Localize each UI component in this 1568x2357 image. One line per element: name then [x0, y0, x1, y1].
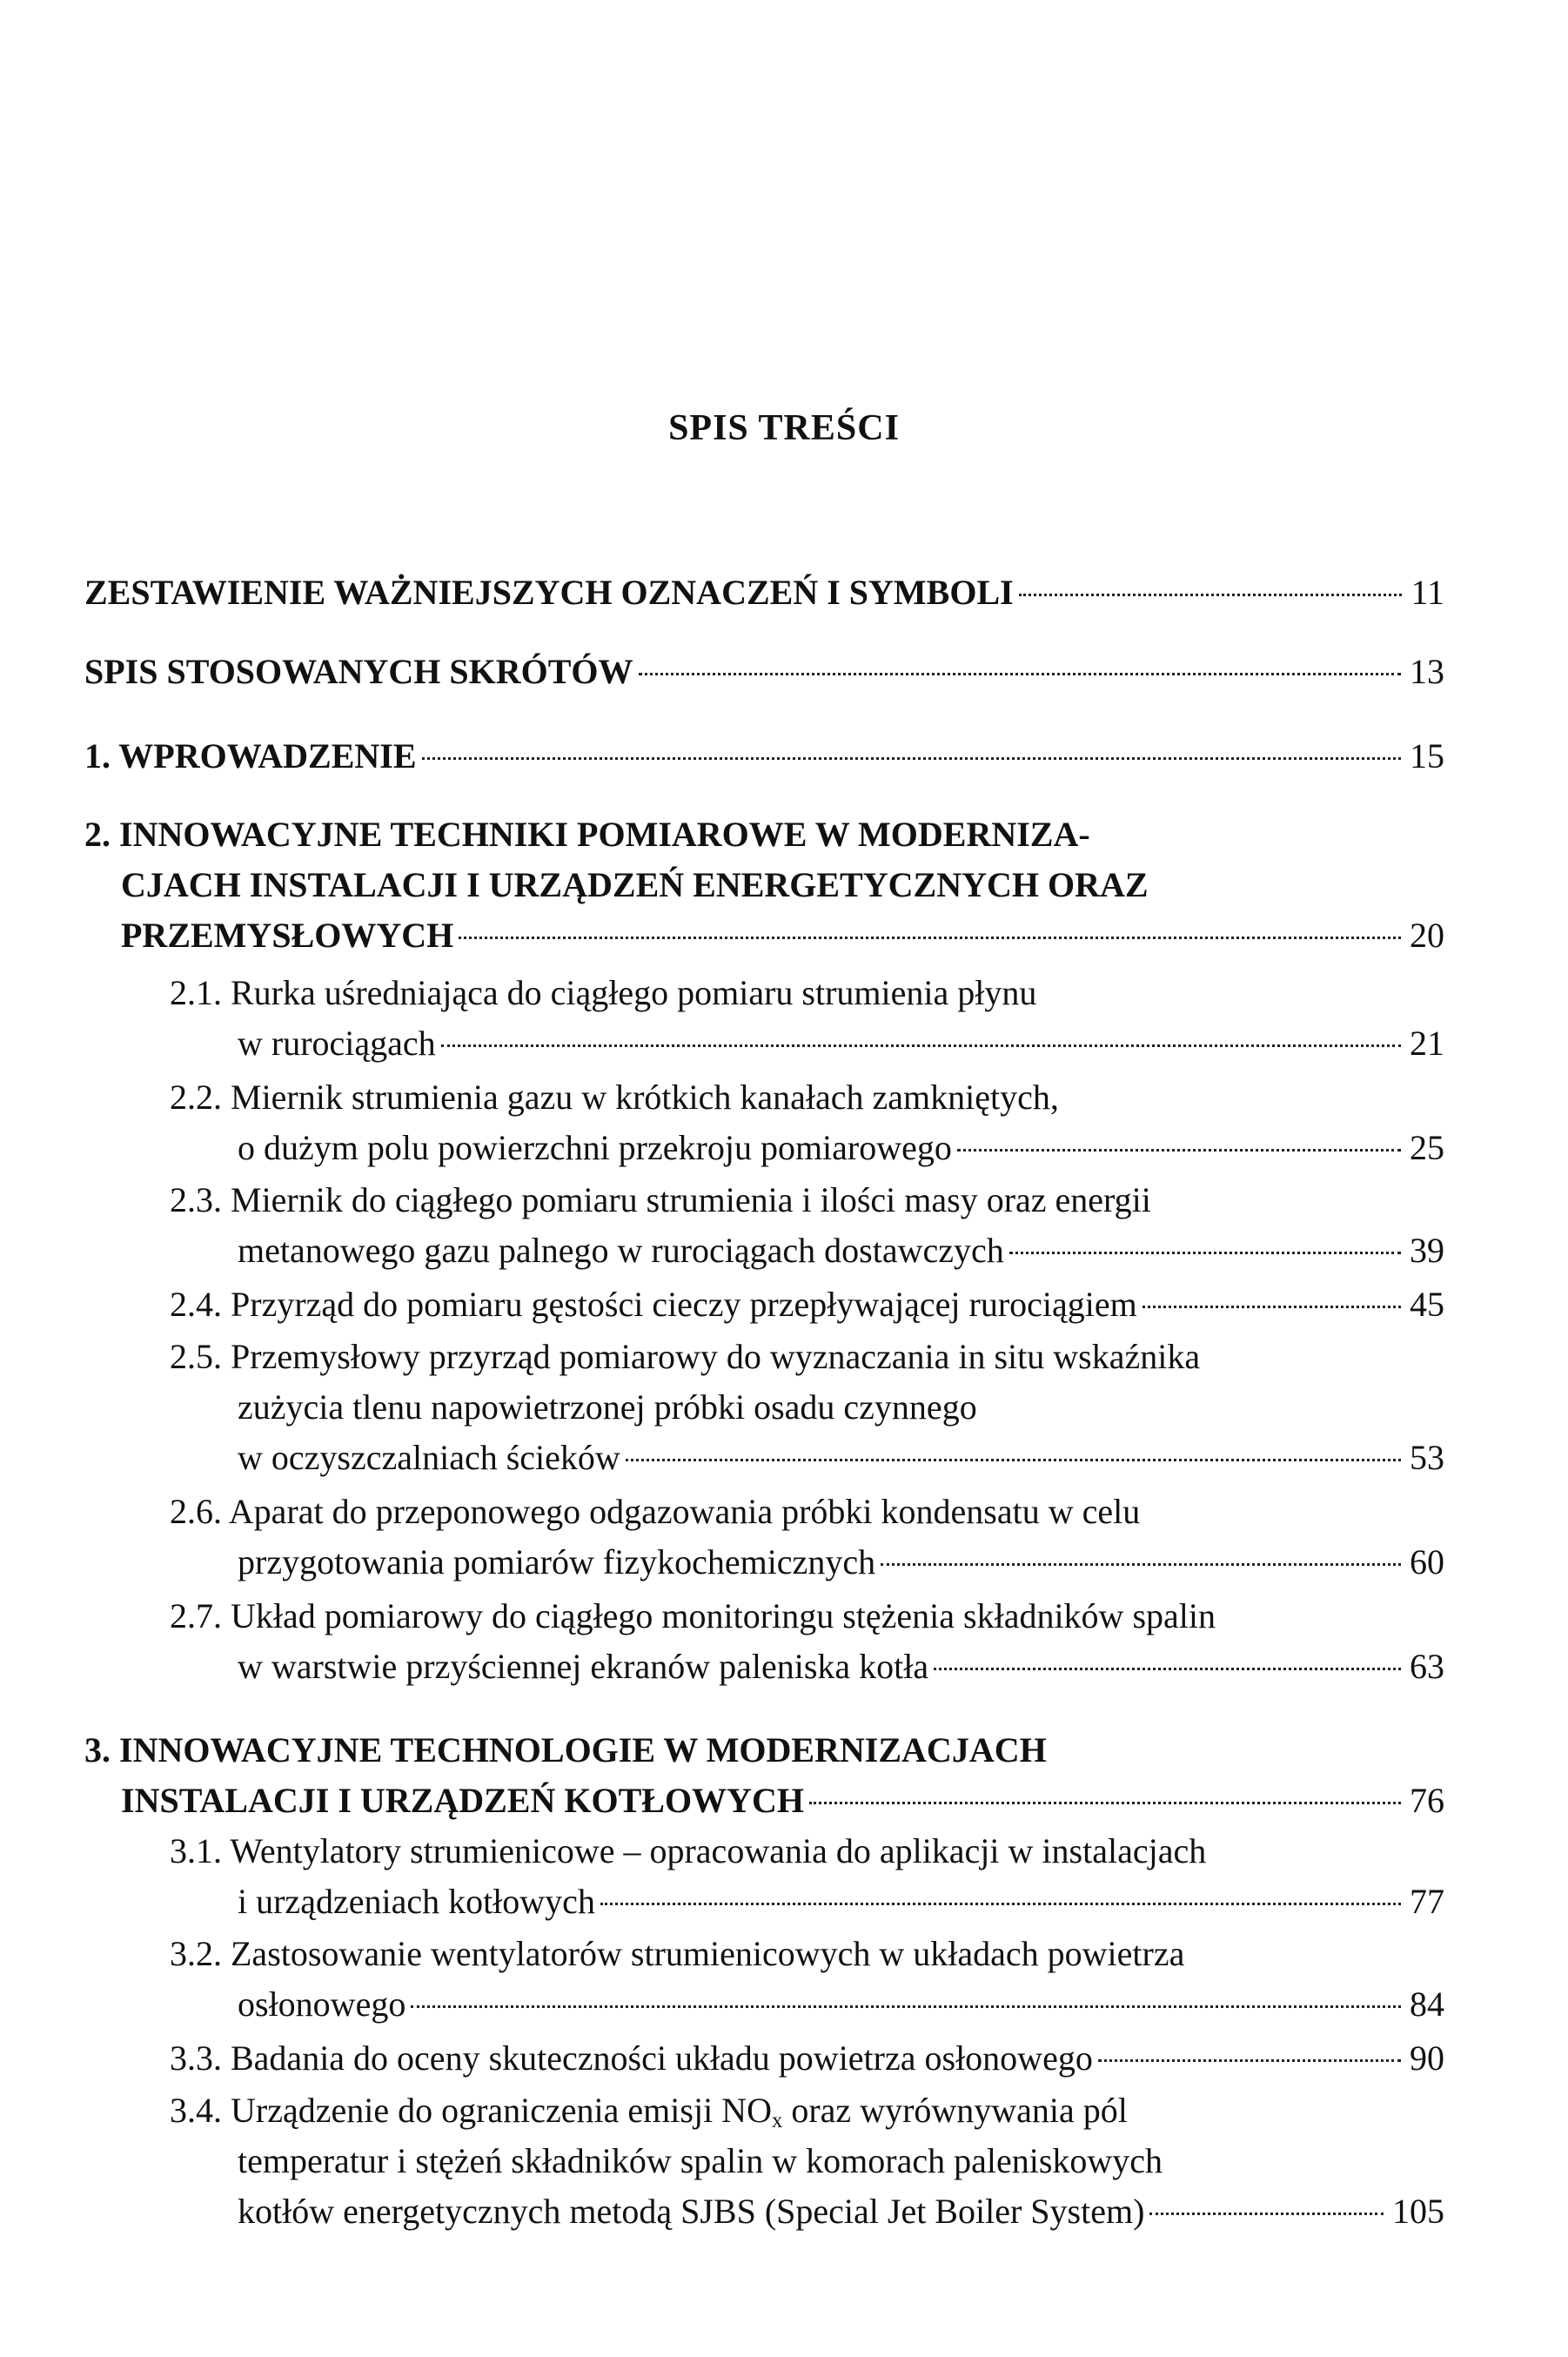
toc-entry-line: INSTALACJI I URZĄDZEŃ KOTŁOWYCH: [121, 1781, 804, 1820]
toc-entry-line: PRZEMYSŁOWYCH: [121, 916, 454, 955]
toc-entry-section-2-4[interactable]: [84, 1279, 1444, 1330]
toc-entry-abbreviations[interactable]: [84, 647, 1444, 697]
page-number: 25: [1410, 1128, 1444, 1167]
toc-entry-line: 3.2. Zastosowanie wentylatorów strumienicowych w układach powietrza: [170, 1934, 1185, 1973]
toc-entry-line: 3.1. Wentylatory strumienicowe – opracowania do aplikacji w instalacjach: [170, 1831, 1207, 1870]
toc-entry-text: oraz wyrównywania pól: [782, 2091, 1128, 2130]
page-number: 21: [1410, 1024, 1444, 1063]
page-title: SPIS TREŚCI: [668, 408, 900, 448]
toc-entry-line-1: [170, 2085, 1444, 2136]
leader-dots: [441, 1044, 1401, 1047]
toc-entry-line: 2. INNOWACYJNE TECHNIKI POMIAROWE W MODERNIZA-: [84, 815, 1090, 854]
page-number: 53: [1410, 1438, 1444, 1477]
toc-entry-line: przygotowania pomiarów fizykochemicznych: [238, 1542, 876, 1581]
toc-entry-line: zużycia tlenu napowietrzonej próbki osadu czynnego: [238, 1387, 977, 1427]
leader-dots: [1019, 594, 1403, 596]
leader-dots: [600, 1903, 1401, 1905]
leader-dots: [459, 937, 1401, 939]
toc-entry-section-2-6[interactable]: [84, 1487, 1444, 1588]
leader-dots: [1149, 2213, 1384, 2215]
toc-entry-section-3-1[interactable]: [84, 1826, 1444, 1927]
page-number: 13: [1410, 652, 1444, 691]
page-number: 84: [1410, 1984, 1444, 2024]
toc-entry-chapter-3[interactable]: [84, 1725, 1444, 1826]
toc-entry-chapter-2[interactable]: [84, 809, 1444, 961]
page-number: 39: [1410, 1231, 1444, 1270]
leader-dots: [422, 757, 1401, 760]
toc-entry-section-3-2[interactable]: [84, 1929, 1444, 2030]
leader-dots: [411, 2005, 1401, 2008]
toc-entry-line: 2.3. Miernik do ciągłego pomiaru strumienia i ilości masy oraz energii: [170, 1180, 1151, 1219]
toc-entry-section-2-5[interactable]: [84, 1332, 1444, 1483]
toc-entry-line: osłonowego: [238, 1984, 406, 2024]
toc-entry-label: 1. WPROWADZENIE: [84, 736, 417, 776]
page-number: 90: [1410, 2038, 1444, 2078]
toc-entry-label: 2.4. Przyrząd do pomiaru gęstości cieczy przepływającej rurociągiem: [170, 1285, 1137, 1324]
leader-dots: [626, 1459, 1401, 1461]
leader-dots: [1142, 1306, 1401, 1308]
toc-entry-line: 3. INNOWACYJNE TECHNOLOGIE W MODERNIZACJACH: [84, 1730, 1047, 1769]
toc-entry-section-3-4[interactable]: [84, 2085, 1444, 2237]
leader-dots: [1098, 2059, 1401, 2062]
toc-entry-line: w warstwie przyściennej ekranów paleniska kotła: [238, 1647, 929, 1686]
toc-entry-line: 2.1. Rurka uśredniająca do ciągłego pomiaru strumienia płynu: [170, 973, 1037, 1012]
toc-entry-section-2-3[interactable]: [84, 1175, 1444, 1276]
toc-entry-section-2-2[interactable]: [84, 1072, 1444, 1173]
toc-entry-label: 3.3. Badania do oceny skuteczności układu powietrza osłonowego: [170, 2038, 1093, 2078]
page-number: 20: [1410, 916, 1444, 955]
toc-entry-line: o dużym polu powierzchni przekroju pomiarowego: [238, 1128, 952, 1167]
toc-entry-label: ZESTAWIENIE WAŻNIEJSZYCH OZNACZEŃ I SYMBOLI: [84, 573, 1014, 612]
page-number: 77: [1410, 1882, 1444, 1921]
toc-entry-section-3-3[interactable]: [84, 2033, 1444, 2084]
page-number: 11: [1411, 573, 1444, 612]
leader-dots: [639, 673, 1401, 675]
subscript-x: x: [771, 2109, 783, 2133]
leader-dots: [934, 1668, 1401, 1670]
toc-entry-line: 2.5. Przemysłowy przyrząd pomiarowy do wyznaczania in situ wskaźnika: [170, 1337, 1201, 1376]
toc-entry-symbols[interactable]: [84, 567, 1444, 618]
toc-entry-text: 3.4. Urządzenie do ograniczenia emisji NO: [170, 2091, 772, 2130]
page-number: 105: [1392, 2192, 1444, 2231]
leader-dots: [1009, 1252, 1401, 1254]
toc-entry-line: 2.7. Układ pomiarowy do ciągłego monitoringu stężenia składników spalin: [170, 1596, 1216, 1635]
leader-dots: [881, 1563, 1401, 1566]
toc-entry-line: metanowego gazu palnego w rurociągach dostawczych: [238, 1231, 1004, 1270]
toc-entry-section-2-7[interactable]: [84, 1591, 1444, 1692]
toc-entry-chapter-1[interactable]: [84, 731, 1444, 782]
page-number: 60: [1410, 1542, 1444, 1581]
toc-entry-line: w oczyszczalniach ścieków: [238, 1438, 620, 1477]
toc-entry-line: 2.6. Aparat do przeponowego odgazowania próbki kondensatu w celu: [170, 1492, 1141, 1531]
toc-entry-line: i urządzeniach kotłowych: [238, 1882, 595, 1921]
page-number: 45: [1410, 1285, 1444, 1324]
toc-entry-label: SPIS STOSOWANYCH SKRÓTÓW: [84, 652, 633, 691]
leader-dots: [957, 1149, 1401, 1152]
toc-entry-line: CJACH INSTALACJI I URZĄDZEŃ ENERGETYCZNYCH ORAZ: [121, 865, 1149, 904]
toc-entry-line: 2.2. Miernik strumienia gazu w krótkich kanałach zamkniętych,: [170, 1078, 1059, 1117]
toc-entry-section-2-1[interactable]: [84, 968, 1444, 1069]
page-number: 63: [1410, 1647, 1444, 1686]
toc-entry-line: kotłów energetycznych metodą SJBS (Special Jet Boiler System): [238, 2192, 1145, 2231]
toc-entry-line: temperatur i stężeń składników spalin w komorach paleniskowych: [238, 2141, 1163, 2180]
page-number: 76: [1410, 1781, 1444, 1820]
toc-entry-line: w rurociągach: [238, 1024, 436, 1063]
leader-dots: [809, 1802, 1401, 1804]
page-number: 15: [1410, 736, 1444, 776]
